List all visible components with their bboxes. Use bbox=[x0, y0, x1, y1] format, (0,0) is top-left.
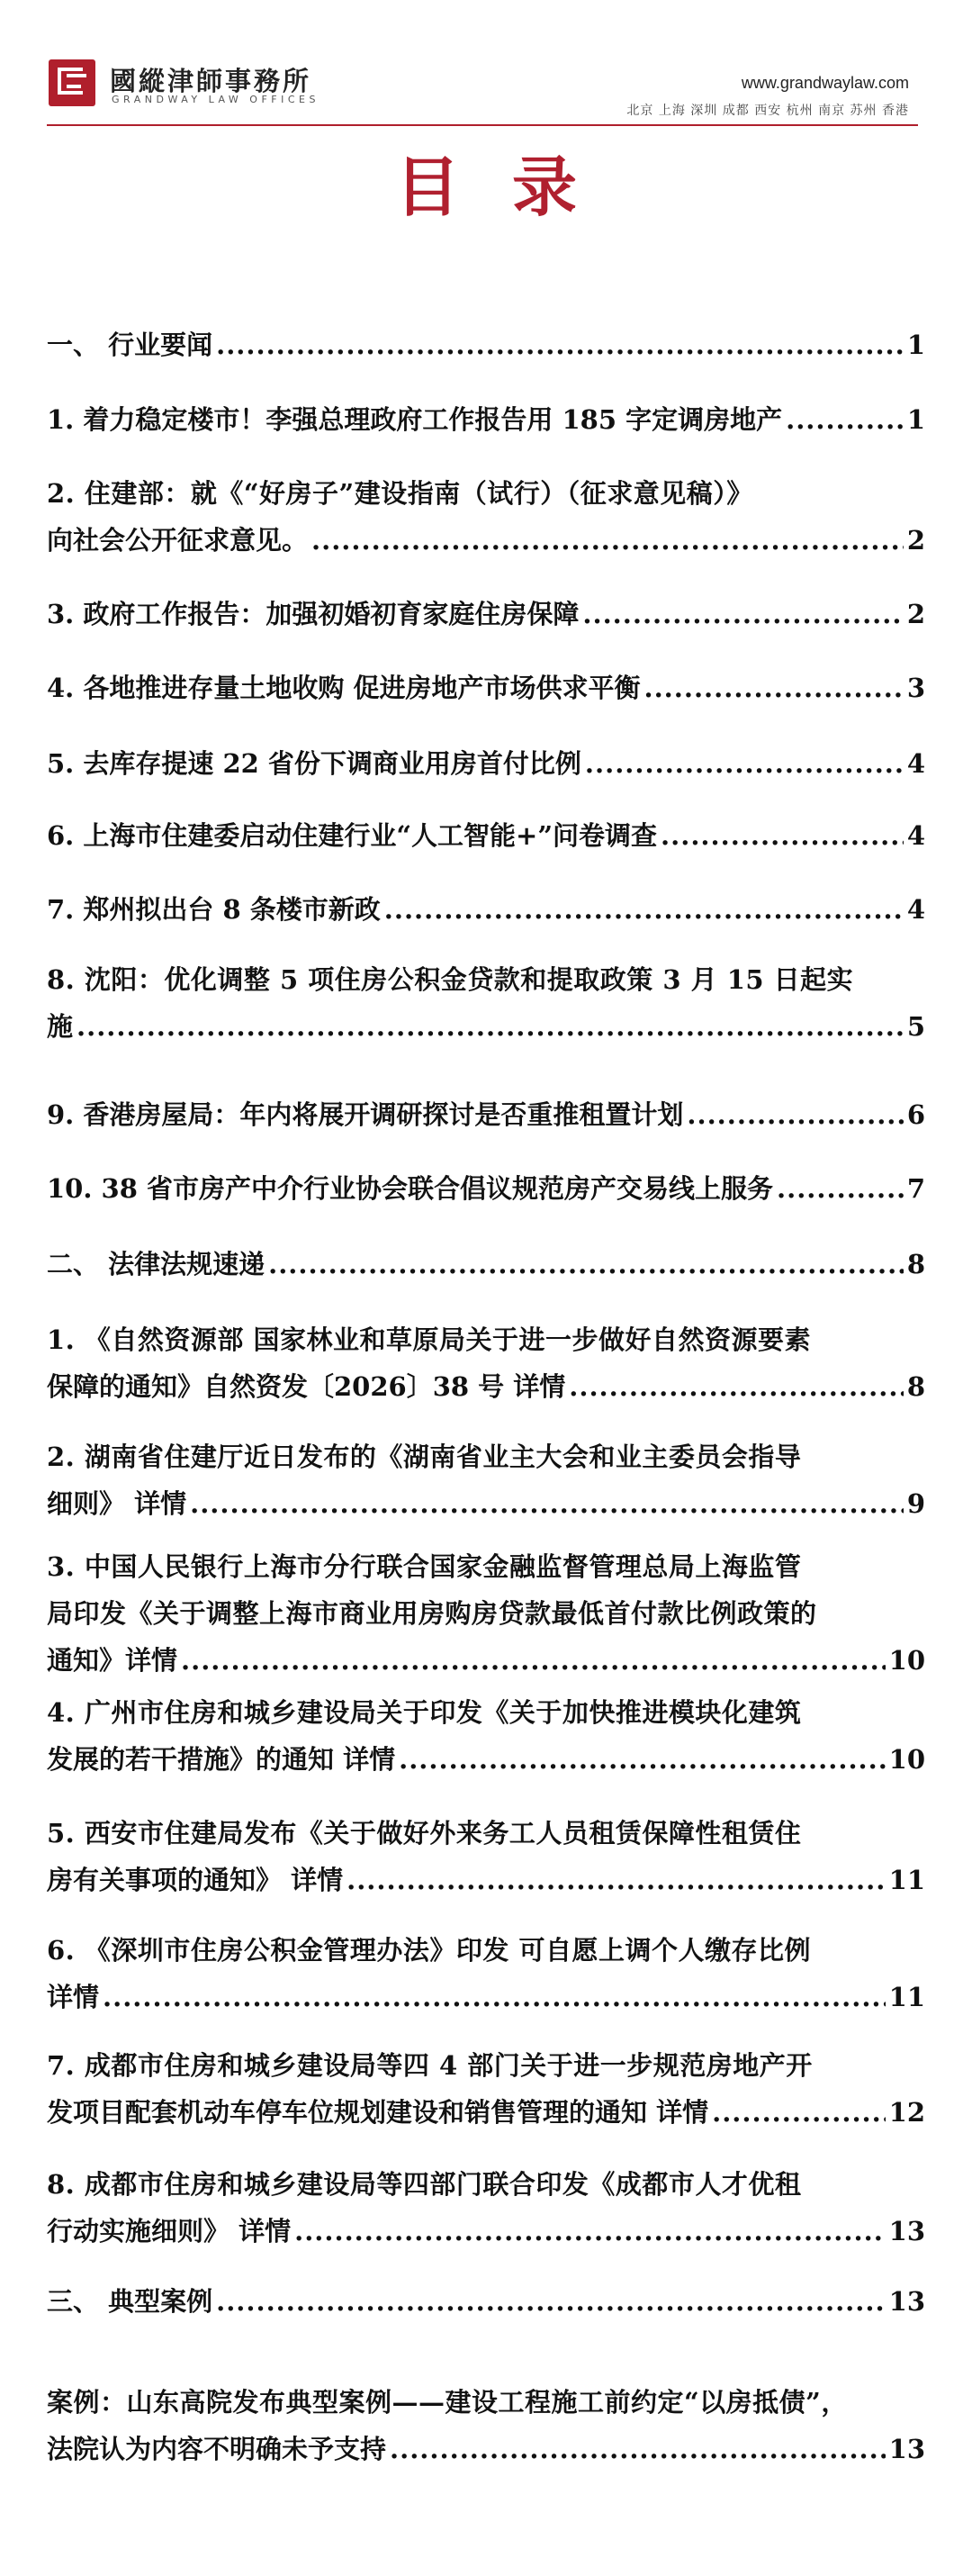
firm-logo-icon bbox=[49, 59, 95, 106]
toc-entry[interactable] bbox=[47, 886, 925, 933]
toc-entry-title-line: 4. 广州市住房和城乡建设局关于印发《关于加快推进模块化建筑 bbox=[47, 1697, 802, 1728]
toc-entry-title: 房有关事项的通知》 详情 bbox=[47, 1865, 344, 1895]
toc-entry-title: 细则》 详情 bbox=[47, 1488, 187, 1519]
toc-entry-title-line: 1. 《自然资源部 国家林业和草原局关于进一步做好自然资源要素 bbox=[47, 1324, 811, 1355]
toc-entry-title-line: 2. 湖南省住建厅近日发布的《湖南省业主大会和业主委员会指导 bbox=[47, 1442, 802, 1472]
toc-entry[interactable] bbox=[47, 396, 925, 443]
office-cities: 北京 上海 深圳 成都 西安 杭州 南京 苏州 香港 bbox=[626, 104, 909, 118]
toc-dot-leader bbox=[390, 2426, 886, 2472]
toc-entry-title-line: 5. 西安市住建局发布《关于做好外来务工人员租赁保障性租赁住 bbox=[47, 1818, 802, 1848]
toc-dot-leader bbox=[311, 517, 904, 564]
toc-page-number: 5 bbox=[906, 1011, 925, 1042]
toc-page-number: 8 bbox=[906, 1371, 925, 1402]
toc-entry[interactable] bbox=[47, 1543, 925, 1684]
toc-dot-leader bbox=[190, 1480, 904, 1527]
firm-name-cn: 國縱津師事務所 bbox=[110, 66, 312, 96]
toc-entry[interactable] bbox=[47, 2379, 925, 2472]
toc-page-number: 4 bbox=[906, 894, 925, 925]
toc-entry[interactable] bbox=[47, 1689, 925, 1783]
toc-entry-title: 7. 郑州拟出台 8 条楼市新政 bbox=[47, 894, 381, 925]
toc-dot-leader bbox=[687, 1091, 903, 1138]
toc-page-number: 3 bbox=[906, 673, 925, 703]
toc-page-number: 6 bbox=[906, 1099, 925, 1130]
toc-entry-title-line: 3. 中国人民银行上海市分行联合国家金融监督管理总局上海监管 bbox=[47, 1551, 802, 1582]
toc-dot-leader bbox=[384, 886, 904, 933]
toc-entry-title: 详情 bbox=[47, 1982, 100, 2012]
toc-entry[interactable] bbox=[47, 664, 925, 711]
toc-dot-leader bbox=[181, 1637, 886, 1684]
toc-entry-title: 二、 法律法规速递 bbox=[47, 1249, 266, 1279]
toc-page-number: 13 bbox=[888, 2286, 925, 2317]
header-divider bbox=[47, 124, 918, 126]
toc-entry-title: 发项目配套机动车停车位规划建设和销售管理的通知 详情 bbox=[47, 2097, 709, 2128]
toc-entry[interactable] bbox=[47, 2278, 925, 2325]
toc-dot-leader bbox=[777, 1165, 904, 1212]
toc-entry-title: 三、 典型案例 bbox=[47, 2286, 213, 2317]
toc-entry[interactable] bbox=[47, 1433, 925, 1527]
toc-entry-title: 9. 香港房屋局：年内将展开调研探讨是否重推租置计划 bbox=[47, 1099, 684, 1130]
toc-page-number: 11 bbox=[888, 1982, 925, 2012]
toc-entry-title-line: 2. 住建部：就《“好房子”建设指南（试行）（征求意见稿）》 bbox=[47, 478, 753, 509]
toc-page-number: 13 bbox=[888, 2216, 925, 2246]
toc-dot-leader bbox=[216, 321, 904, 368]
toc-dot-leader bbox=[346, 1857, 886, 1903]
page-title: 目录 bbox=[394, 149, 629, 225]
toc-dot-leader bbox=[76, 1003, 904, 1050]
toc-entry-title-line: 7. 成都市住房和城乡建设局等四 4 部门关于进一步规范房地产开 bbox=[47, 2050, 813, 2081]
toc-entry-title: 施 bbox=[47, 1011, 74, 1042]
toc-page-number: 4 bbox=[906, 820, 925, 851]
toc-entry-title: 10. 38 省市房产中介行业协会联合倡议规范房产交易线上服务 bbox=[47, 1173, 774, 1204]
toc-entry[interactable] bbox=[47, 1165, 925, 1212]
toc-page-number: 1 bbox=[906, 330, 925, 360]
page-header bbox=[0, 0, 972, 126]
toc-dot-leader bbox=[712, 2089, 886, 2136]
toc-entry-title-line: 局印发《关于调整上海市商业用房购房贷款最低首付款比例政策的 bbox=[47, 1598, 817, 1629]
toc-dot-leader bbox=[661, 812, 904, 859]
toc-entry-title: 4. 各地推进存量土地收购 促进房地产市场供求平衡 bbox=[47, 673, 641, 703]
toc-entry-title-line: 8. 沈阳：优化调整 5 项住房公积金贷款和提取政策 3 月 15 日起实 bbox=[47, 964, 854, 995]
toc-entry-title: 行动实施细则》 详情 bbox=[47, 2216, 292, 2246]
toc-dot-leader bbox=[294, 2208, 886, 2255]
toc-entry-title: 1. 着力稳定楼市！李强总理政府工作报告用 185 字定调房地产 bbox=[47, 404, 783, 435]
toc-entry-title-line: 6. 《深圳市住房公积金管理办法》印发 可自愿上调个人缴存比例 bbox=[47, 1935, 811, 1966]
toc-entry[interactable] bbox=[47, 591, 925, 637]
toc-entry[interactable] bbox=[47, 2161, 925, 2255]
toc-dot-leader bbox=[582, 591, 903, 637]
website-link[interactable]: www.grandwaylaw.com bbox=[741, 74, 909, 92]
toc-entry-title: 通知》详情 bbox=[47, 1645, 178, 1676]
toc-page-number: 2 bbox=[906, 599, 925, 629]
toc-dot-leader bbox=[644, 664, 903, 711]
toc-entry-title-line: 案例：山东高院发布典型案例——建设工程施工前约定“以房抵债”， bbox=[47, 2387, 848, 2418]
toc-entry[interactable] bbox=[47, 812, 925, 859]
toc-entry-title: 保障的通知》自然资发〔2026〕38 号 详情 bbox=[47, 1371, 566, 1402]
toc-page-number: 9 bbox=[906, 1488, 925, 1519]
toc-entry-title: 6. 上海市住建委启动住建行业“人工智能+”问卷调查 bbox=[47, 820, 658, 851]
toc-dot-leader bbox=[585, 740, 904, 787]
toc-dot-leader bbox=[268, 1241, 904, 1288]
toc-entry-title: 3. 政府工作报告：加强初婚初育家庭住房保障 bbox=[47, 599, 580, 629]
toc-entry[interactable] bbox=[47, 2042, 925, 2136]
toc-page-number: 2 bbox=[906, 525, 925, 556]
toc-dot-leader bbox=[569, 1363, 904, 1410]
toc-entry[interactable] bbox=[47, 321, 925, 368]
toc-entry[interactable] bbox=[47, 470, 925, 564]
toc-dot-leader bbox=[786, 396, 904, 443]
firm-name-en: GRANDWAY LAW OFFICES bbox=[112, 94, 320, 105]
toc-entry-title: 法院认为内容不明确未予支持 bbox=[47, 2434, 387, 2464]
toc-page-number: 13 bbox=[888, 2434, 925, 2464]
toc-entry[interactable] bbox=[47, 1927, 925, 2020]
toc-page-number: 10 bbox=[888, 1645, 925, 1676]
toc-page-number: 10 bbox=[888, 1744, 925, 1775]
toc-entry-title: 5. 去库存提速 22 省份下调商业用房首付比例 bbox=[47, 748, 581, 779]
toc-entry[interactable] bbox=[47, 740, 925, 787]
toc-entry[interactable] bbox=[47, 1316, 925, 1410]
toc-page-number: 8 bbox=[906, 1249, 925, 1279]
toc-entry-title: 一、 行业要闻 bbox=[47, 330, 213, 360]
toc-entry-title: 向社会公开征求意见。 bbox=[47, 525, 309, 556]
toc-entry[interactable] bbox=[47, 956, 925, 1050]
toc-page-number: 11 bbox=[888, 1865, 925, 1895]
toc-page-number: 7 bbox=[906, 1173, 925, 1204]
toc-page-number: 4 bbox=[906, 748, 925, 779]
toc-dot-leader bbox=[216, 2278, 886, 2325]
toc-dot-leader bbox=[103, 1974, 886, 2020]
toc-dot-leader bbox=[399, 1736, 886, 1783]
toc-entry[interactable] bbox=[47, 1810, 925, 1903]
toc-entry-title: 发展的若干措施》的通知 详情 bbox=[47, 1744, 396, 1775]
toc-entry[interactable] bbox=[47, 1241, 925, 1288]
toc-page-number: 1 bbox=[906, 404, 925, 435]
toc-entry[interactable] bbox=[47, 1091, 925, 1138]
toc-page-number: 12 bbox=[888, 2097, 925, 2128]
toc-entry-title-line: 8. 成都市住房和城乡建设局等四部门联合印发《成都市人才优租 bbox=[47, 2169, 802, 2200]
